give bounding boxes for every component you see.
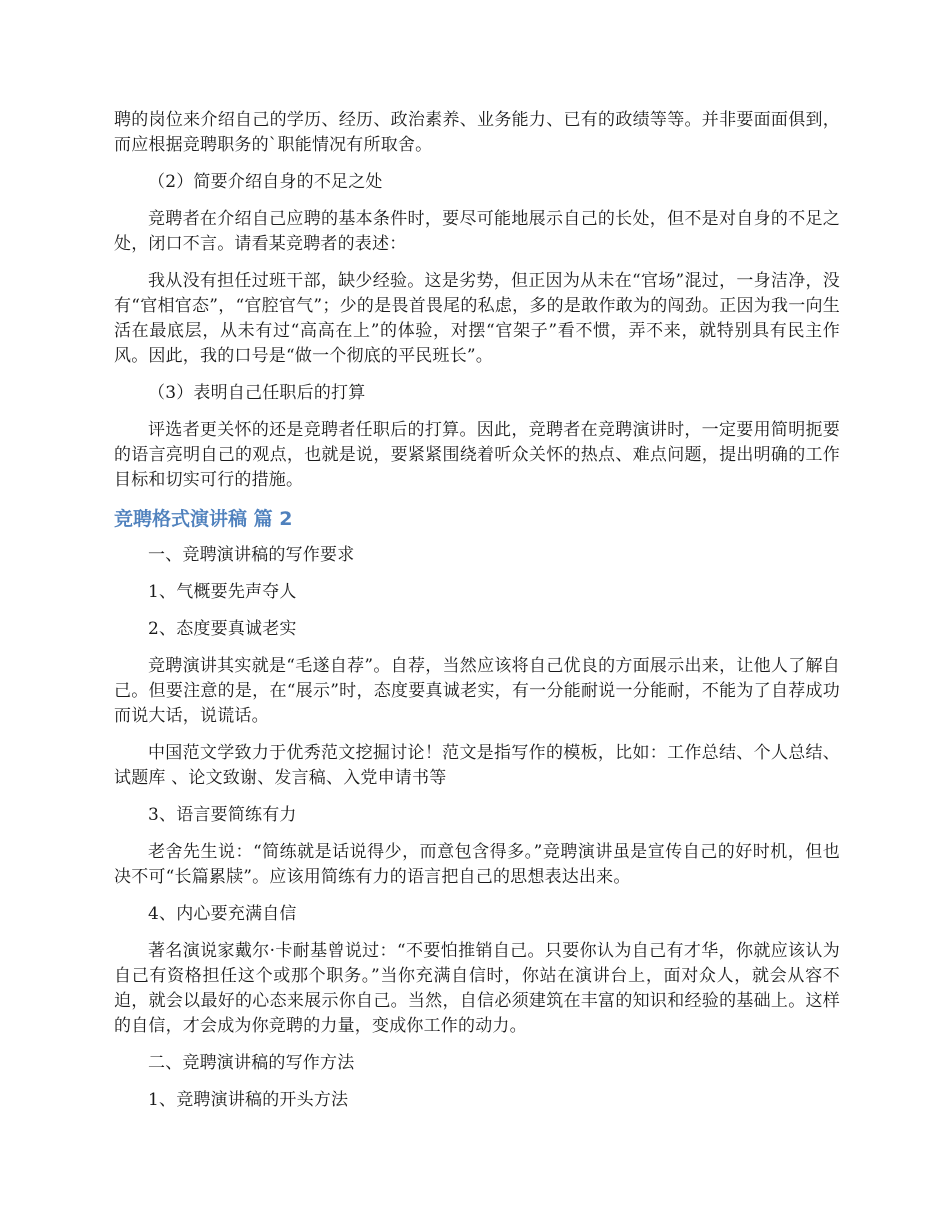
subheading: 4、内心要充满自信 bbox=[148, 904, 297, 924]
subheading: 3、语言要简练有力 bbox=[148, 805, 297, 825]
subheading: 2、态度要真诚老实 bbox=[148, 619, 297, 639]
paragraph: 我从没有担任过班干部，缺少经验。这是劣势，但正因为从未在“官场”混过，一身洁净，没有“官相官态”，“官腔官气”；少的是畏首畏尾的私虑，多的是敢作敢为的闯劲。正因为我一向生活在最底层，从未有过“高高在上”的体验，对摆“官架子”看不惯，弄不来，就特别具有民主作风。因此，我的口号是“做一个彻底的平民班长”。 bbox=[114, 271, 840, 366]
paragraph: 中国范文学致力于优秀范文挖掘讨论！范文是指写作的模板，比如：工作总结、个人总结、试题库 、论文致谢、发言稿、入党申请书等 bbox=[114, 743, 840, 788]
paragraph: 竞聘演讲其实就是“毛遂自荐”。自荐，当然应该将自己优良的方面展示出来，让他人了解自己。但要注意的是，在“展示”时，态度要真诚老实，有一分能耐说一分能耐，不能为了自荐成功而说大话，说谎话。 bbox=[114, 656, 840, 726]
paragraph: 评选者更关怀的还是竞聘者任职后的打算。因此，竞聘者在竞聘演讲时，一定要用简明扼要的语言亮明自己的观点，也就是说，要紧紧围绕着听众关怀的热点、难点问题，提出明确的工作目标和切实可行的措施。 bbox=[114, 420, 840, 490]
subheading: 一、竞聘演讲稿的写作要求 bbox=[148, 545, 355, 565]
subheading: 1、竞聘演讲稿的开头方法 bbox=[148, 1090, 349, 1110]
paragraph: 竞聘者在介绍自己应聘的基本条件时，要尽可能地展示自己的长处，但不是对自身的不足之处，闭口不言。请看某竞聘者的表述： bbox=[114, 209, 840, 254]
paragraph: 聘的岗位来介绍自己的学历、经历、政治素养、业务能力、已有的政绩等等。并非要面面俱到，而应根据竞聘职务的`职能情况有所取舍。 bbox=[114, 110, 840, 155]
paragraph: 老舍先生说：“简练就是话说得少，而意包含得多。”竞聘演讲虽是宣传自己的好时机，但也决不可“长篇累牍”。应该用简练有力的语言把自己的思想表达出来。 bbox=[114, 842, 840, 887]
subheading: 二、竞聘演讲稿的写作方法 bbox=[148, 1053, 355, 1073]
subheading: （2）简要介绍自身的不足之处 bbox=[148, 172, 383, 192]
subheading: 1、气概要先声夺人 bbox=[148, 582, 297, 602]
paragraph: 著名演说家戴尔·卡耐基曾说过：“不要怕推销自己。只要你认为自己有才华，你就应该认为自己有资格担任这个或那个职务。”当你充满自信时，你站在演讲台上，面对众人，就会从容不迫，就会以最好的心态来展示你自己。当然，自信必须建筑在丰富的知识和经验的基础上。这样的自信，才会成为你竞聘的力量，变成你工作的动力。 bbox=[114, 941, 840, 1036]
document-body bbox=[114, 108, 840, 1125]
subheading: （3）表明自己任职后的打算 bbox=[148, 383, 366, 403]
section-heading: 竞聘格式演讲稿 篇 2 bbox=[114, 508, 293, 530]
